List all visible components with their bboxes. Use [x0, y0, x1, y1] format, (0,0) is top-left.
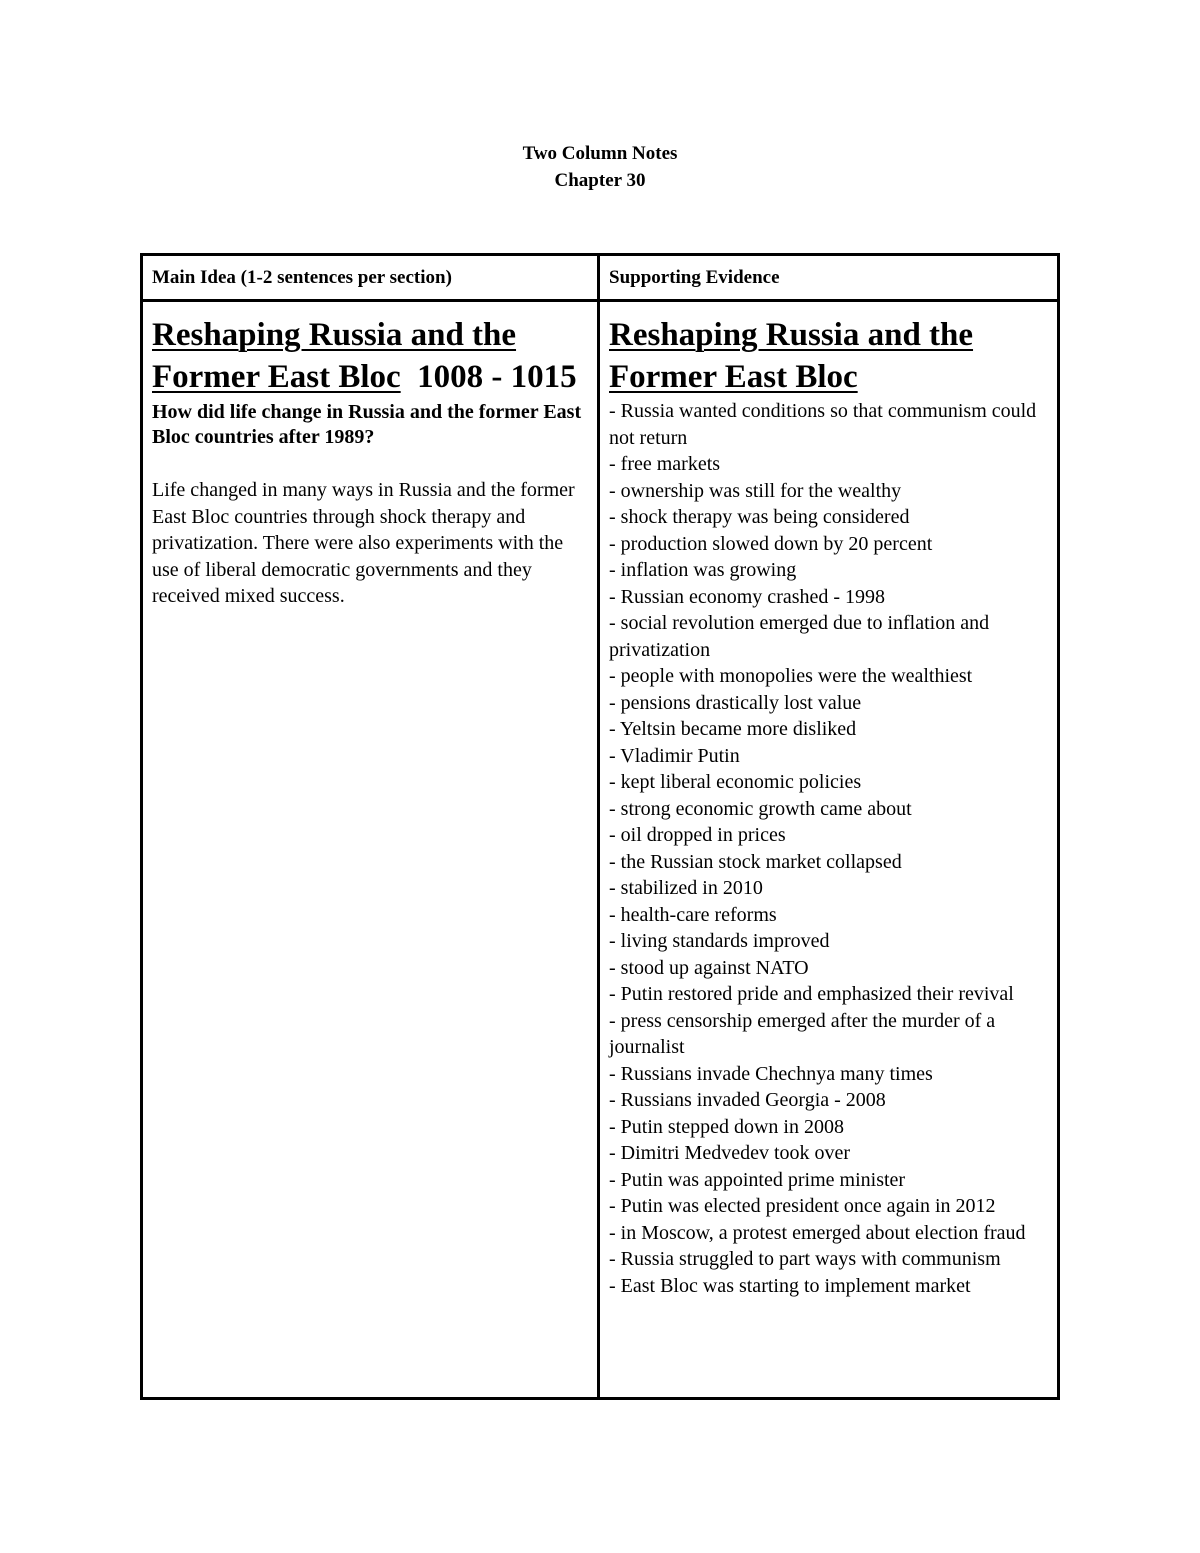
evidence-item: - East Bloc was starting to implement market	[609, 1274, 971, 1297]
evidence-item: - shock therapy was being considered	[609, 506, 910, 528]
evidence-title-text: Reshaping Russia and the Former East Bloc	[609, 317, 974, 395]
evidence-item: - oil dropped in prices	[609, 824, 786, 846]
evidence-section-title	[609, 314, 1049, 398]
evidence-item: - stabilized in 2010	[609, 877, 763, 899]
supporting-evidence-cell	[600, 302, 1057, 1397]
evidence-item: - Russia wanted conditions so that communism could not return	[609, 400, 1037, 449]
document-subtitle: Chapter 30	[554, 170, 646, 191]
main-idea-page-range: 1008 - 1015	[417, 359, 577, 395]
evidence-item: - Vladimir Putin	[609, 744, 740, 767]
evidence-item: - health-care reforms	[609, 903, 777, 926]
evidence-item: - Putin restored pride and emphasized their revival	[609, 983, 1014, 1005]
table-header-row	[143, 256, 1057, 302]
evidence-item: - Yeltsin became more disliked	[609, 718, 857, 740]
main-idea-cell	[143, 302, 600, 1397]
evidence-item: - free markets	[609, 453, 721, 475]
evidence-item: - Russians invaded Georgia - 2008	[609, 1089, 886, 1111]
main-idea-title-text: Reshaping Russia and the Former East Bloc	[152, 317, 517, 395]
evidence-item: - strong economic growth came about	[609, 797, 912, 820]
evidence-item: - people with monopolies were the wealthiest	[609, 665, 973, 687]
main-idea-header: Main Idea (1-2 sentences per section)	[143, 256, 600, 299]
evidence-item: - stood up against NATO	[609, 956, 809, 979]
document-title: Two Column Notes	[522, 143, 678, 164]
evidence-item: - Russian economy crashed - 1998	[609, 585, 886, 608]
evidence-item: - ownership was still for the wealthy	[609, 479, 902, 502]
two-column-notes-table	[140, 253, 1060, 1400]
evidence-item: - Putin was appointed prime minister	[609, 1168, 906, 1191]
table-body-row	[143, 302, 1057, 1397]
document-header	[0, 140, 1200, 194]
evidence-item: - Dimitri Medvedev took over	[609, 1142, 851, 1164]
evidence-item: - social revolution emerged due to inflation and privatization	[609, 612, 990, 661]
evidence-item: - Putin stepped down in 2008	[609, 1115, 844, 1138]
evidence-item: - inflation was growing	[609, 559, 797, 581]
evidence-item: - Putin was elected president once again in 2012	[609, 1195, 996, 1217]
evidence-item: - production slowed down by 20 percent	[609, 532, 933, 555]
main-idea-section-title	[152, 314, 589, 398]
evidence-item: - pensions drastically lost value	[609, 691, 862, 714]
evidence-item: - kept liberal economic policies	[609, 771, 862, 793]
evidence-item: - Russia struggled to part ways with communism	[609, 1248, 1001, 1270]
evidence-item: - press censorship emerged after the murder of a journalist	[609, 1009, 996, 1058]
evidence-item: - the Russian stock market collapsed	[609, 850, 902, 873]
supporting-evidence-header: Supporting Evidence	[609, 266, 780, 288]
main-idea-question: How did life change in Russia and the former East Bloc countries after 1989?	[152, 401, 582, 448]
evidence-item: - Russians invade Chechnya many times	[609, 1062, 933, 1085]
evidence-list	[609, 398, 1049, 1299]
evidence-item: - in Moscow, a protest emerged about election fraud	[609, 1221, 1026, 1244]
evidence-item: - living standards improved	[609, 930, 830, 952]
main-idea-summary: Life changed in many ways in Russia and the former East Bloc countries through shock therapy and privatization. There were also experiments with the use of liberal democratic governments and they received mixed success.	[152, 479, 575, 607]
